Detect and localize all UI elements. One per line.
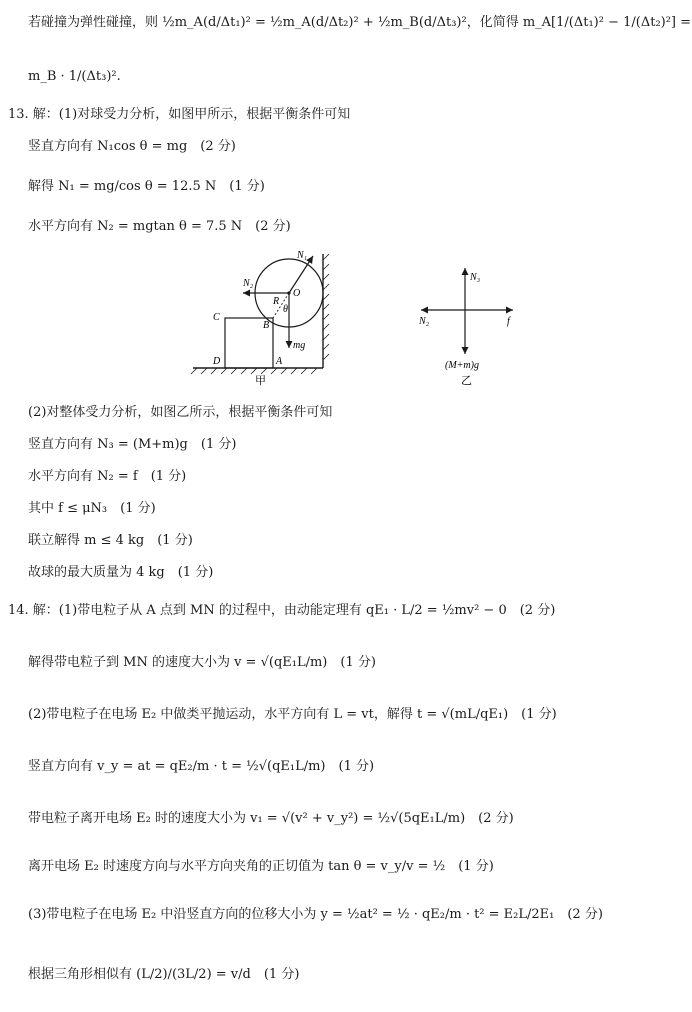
label-a: A [276, 356, 283, 367]
q13-horizontal-eq: 水平方向有 N₂ = mgtan θ = 7.5 N (2 分) [28, 219, 291, 234]
q13-solve-n1: 解得 N₁ = mg/cos θ = 12.5 N (1 分) [28, 179, 265, 194]
label-mg: mg [293, 340, 306, 351]
q13-heading: 13. 解：(1)对球受力分析，如图甲所示，根据平衡条件可知 [8, 107, 351, 122]
q13-part2-heading: (2)对整体受力分析，如图乙所示，根据平衡条件可知 [28, 405, 333, 420]
label-d: D [213, 356, 221, 367]
label-r: R [273, 296, 280, 307]
q14-vy: 竖直方向有 v_y = at = qE₂/m · t = ½√(qE₁L/m) (1 分) [28, 759, 375, 774]
q14-speed-mn: 解得带电粒子到 MN 的速度大小为 v = √(qE₁L/m) (1 分) [28, 655, 376, 670]
label-c: C [213, 312, 220, 323]
q13-vertical-eq: 竖直方向有 N₁cos θ = mg (2 分) [28, 139, 236, 154]
q13-horizontal-f: 水平方向有 N₂ = f (1 分) [28, 469, 187, 484]
q13-solve-m: 联立解得 m ≤ 4 kg (1 分) [28, 533, 193, 548]
q13-friction-cond: 其中 f ≤ μN₃ (1 分) [28, 501, 156, 516]
label-n3: N₃ [470, 272, 481, 283]
label-b: B [263, 320, 270, 331]
label-n2-yi: N₂ [419, 316, 430, 327]
line-elastic-collision: 若碰撞为弹性碰撞，则 ½m_A(d/Δt₁)² = ½m_A(d/Δt₂)² + ½m_B(d/Δt₃)²，化简得 m_A[1/(Δt₁)² − 1/(Δt₂)²] = [28, 15, 692, 30]
label-n1: N₁ [297, 250, 308, 261]
label-o: O [293, 288, 301, 299]
q14-displacement-y: (3)带电粒子在电场 E₂ 中沿竖直方向的位移大小为 y = ½at² = ½ · qE₂/m · t² = E₂L/2E₁ (2 分) [28, 907, 603, 922]
q13-vertical-n3: 竖直方向有 N₃ = (M+m)g (1 分) [28, 437, 237, 452]
caption-jia: 甲 [255, 375, 266, 387]
q14-v1: 带电粒子离开电场 E₂ 时的速度大小为 v₁ = √(v² + v_y²) = ½√(5qE₁L/m) (2 分) [28, 811, 514, 826]
q14-tan-theta: 离开电场 E₂ 时速度方向与水平方向夹角的正切值为 tan θ = v_y/v = ½ (1 分) [28, 859, 494, 874]
q14-similar-triangles: 根据三角形相似有 (L/2)/(3L/2) = v/d (1 分) [28, 967, 300, 982]
figure-yi [415, 262, 525, 392]
label-theta: θ [283, 304, 288, 315]
caption-yi: 乙 [461, 375, 472, 387]
q14-time: (2)带电粒子在电场 E₂ 中做类平抛运动，水平方向有 L = vt，解得 t = √(mL/qE₁) (1 分) [28, 707, 557, 722]
label-n2: N₂ [243, 278, 254, 289]
figure-jia [185, 248, 345, 388]
q13-max-mass: 故球的最大质量为 4 kg (1 分) [28, 565, 214, 580]
q14-heading: 14. 解：(1)带电粒子从 A 点到 MN 的过程中，由动能定理有 qE₁ · L/2 = ½mv² − 0 (2 分) [8, 603, 556, 618]
label-f: f [507, 316, 510, 327]
label-mm-g: (M+m)g [445, 360, 479, 371]
line-collision-result: m_B · 1/(Δt₃)². [28, 69, 121, 84]
